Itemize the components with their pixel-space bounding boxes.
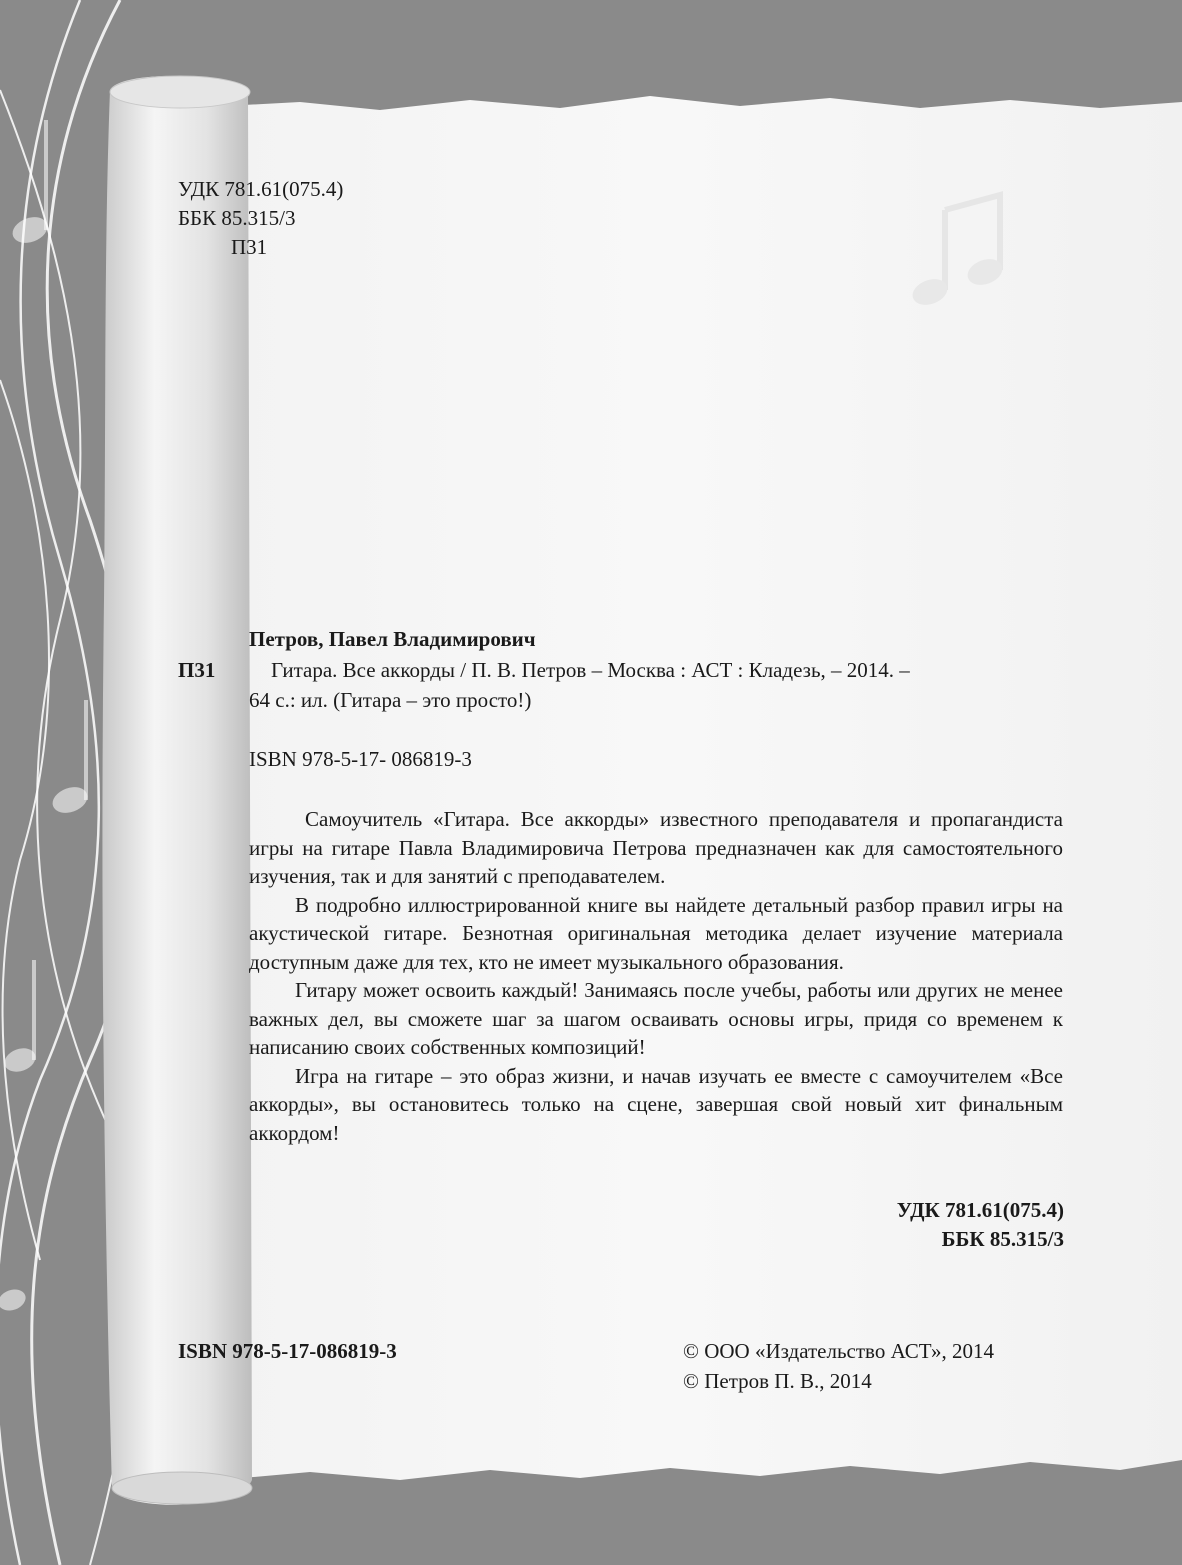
- abstract: [249, 805, 1063, 1147]
- copyright-publisher: © ООО «Издательство АСТ», 2014: [683, 1339, 994, 1363]
- copyright-author: © Петров П. В., 2014: [683, 1369, 872, 1393]
- bbk-top: ББК 85.315/3: [178, 206, 296, 230]
- record-pages-line: 64 с.: ил. (Гитара – это просто!): [249, 688, 532, 712]
- record-author: Петров, Павел Владимирович: [249, 627, 536, 651]
- bbk-bottom: ББК 85.315/3: [941, 1227, 1064, 1251]
- abstract-paragraph: Гитару может освоить каждый! Занимаясь после учебы, работы или других не менее важных дел, вы сможете шаг за шагом осваивать основы игры, придя со временем к написанию своих собственных композиций!: [249, 978, 1063, 1059]
- record-title-line: Гитара. Все аккорды / П. В. Петров – Москва : АСТ : Кладезь, – 2014. –: [271, 658, 910, 682]
- footer-isbn: ISBN 978-5-17-086819-3: [178, 1339, 397, 1363]
- record-isbn: ISBN 978-5-17- 086819-3: [249, 747, 472, 771]
- udk-top: УДК 781.61(075.4): [178, 177, 344, 201]
- abstract-paragraph: В подробно иллюстрированной книге вы найдете детальный разбор правил игры на акустической гитаре. Безнотная оригинальная методика делает изучение материала доступным даже для тех, кто не имеет музыкального образования.: [249, 892, 1063, 974]
- record-code: П31: [178, 658, 216, 682]
- abstract-paragraph: Игра на гитаре – это образ жизни, и начав изучать ее вместе с самоучителем «Все аккорды», вы остановитесь только на сцене, завершая свой новый хит финальным аккордом!: [249, 1063, 1063, 1145]
- udk-bottom: УДК 781.61(075.4): [896, 1198, 1064, 1222]
- abstract-paragraph: Самоучитель «Гитара. Все аккорды» известного преподавателя и пропагандиста игры на гитаре Павла Владимировича Петрова предназначен как для самостоятельного изучения, так и для занятий с преподавателем.: [249, 807, 1063, 888]
- author-code-top: П31: [231, 235, 268, 259]
